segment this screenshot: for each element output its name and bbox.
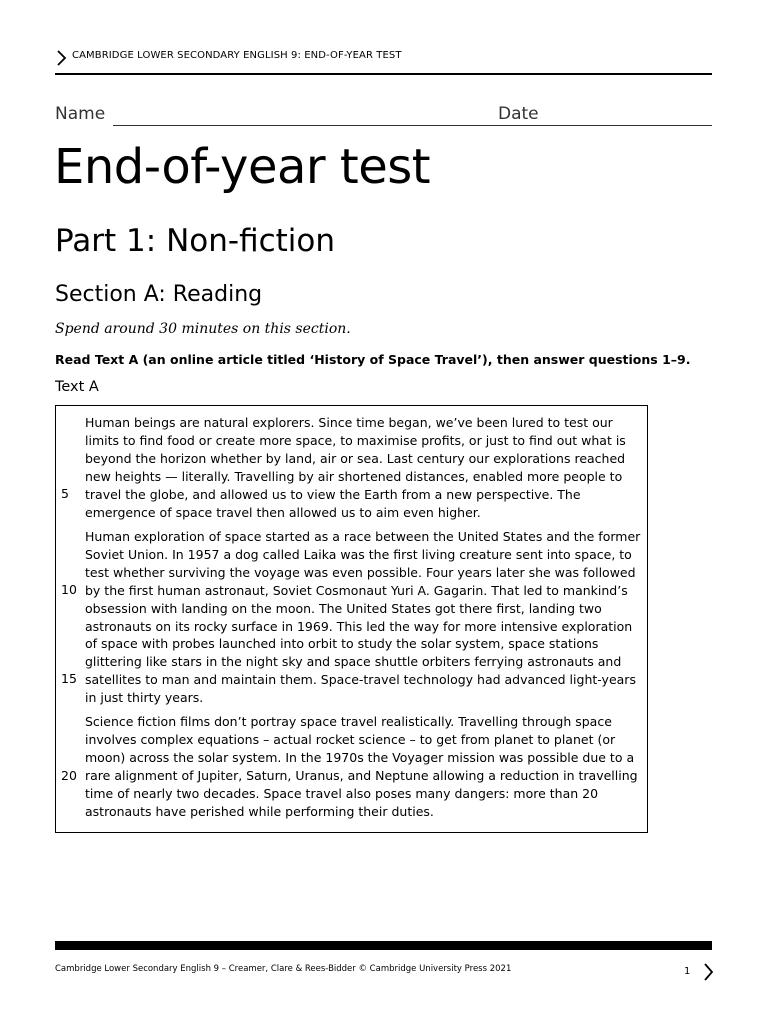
passage-line: emergence of space travel then allowed us to aim even higher. — [85, 504, 481, 520]
passage-line: test whether surviving the voyage was even possible. Four years later she was followed — [85, 564, 636, 580]
passage-line: astronauts have perished while performing their duties. — [85, 803, 434, 819]
next-page-chevron-icon[interactable] — [702, 962, 714, 982]
passage-paragraph-1 — [85, 414, 645, 521]
section-heading: Section A: Reading — [55, 282, 263, 307]
passage-line: beyond the horizon whether by land, air or sea. Last century our explorations reached — [85, 450, 626, 466]
date-label: Date — [498, 104, 539, 124]
passage-line: glittering like stars in the night sky and space shuttle orbiters ferrying astronauts and — [85, 654, 622, 670]
text-label: Text A — [55, 379, 99, 395]
passage-line: travel the globe, and allowed us to view the Earth from a new perspective. The — [85, 486, 581, 502]
passage-line: by the first human astronaut, Soviet Cosmonaut Yuri A. Gagarin. That led to mankind’s — [85, 582, 628, 598]
passage-line: Soviet Union. In 1957 a dog called Laika was the first living creature sent into space, to — [85, 546, 632, 562]
passage-line: satellites to man and maintain them. Space-travel technology had advanced light-years — [85, 672, 636, 688]
passage-line: involves complex equations – actual rocket science – to get from planet to planet (or — [85, 731, 616, 747]
date-field-line[interactable] — [547, 125, 712, 126]
passage-line: rare alignment of Jupiter, Saturn, Uranus, and Neptune allowing a reduction in travelling — [85, 767, 638, 783]
passage-line: Human exploration of space started as a race between the United States and the former — [85, 529, 641, 544]
passage-box — [55, 405, 648, 833]
passage-line: astronauts on its rocky surface in 1969. This led the way for more intensive exploration — [85, 618, 633, 634]
line-number: 10 — [61, 582, 77, 597]
page-number: 1 — [684, 966, 691, 977]
page-title: End-of-year test — [54, 139, 431, 195]
passage-paragraph-2 — [85, 528, 645, 707]
task-instruction: Read Text A (an online article titled ‘History of Space Travel’), then answer questions 1–9. — [55, 352, 691, 367]
passage-line: obsession with landing on the moon. The United States got there first, landing two — [85, 600, 602, 616]
passage-line: Science fiction films don’t portray space travel realistically. Travelling through space — [85, 714, 612, 729]
line-number: 15 — [61, 671, 77, 686]
name-field-line[interactable] — [113, 125, 549, 126]
footer-credit: Cambridge Lower Secondary English 9 – Creamer, Clare & Rees-Bidder © Cambridge University Press 2021 — [55, 964, 512, 974]
time-instruction: Spend around 30 minutes on this section. — [55, 321, 351, 337]
passage-paragraph-3 — [85, 713, 645, 820]
passage-line: in just thirty years. — [85, 690, 204, 706]
page-header — [55, 49, 712, 75]
footer-rule — [55, 941, 712, 950]
passage-line: Human beings are natural explorers. Since time began, we’ve been lured to test our — [85, 415, 613, 430]
passage-line: time of nearly two decades. Space travel also poses many dangers: more than 20 — [85, 785, 599, 801]
passage-line: new heights — literally. Travelling by air shortened distances, enabled more people to — [85, 468, 623, 484]
name-date-row — [55, 104, 712, 128]
line-number: 20 — [61, 768, 77, 783]
chevron-right-icon — [55, 49, 67, 67]
part-heading: Part 1: Non-fiction — [55, 223, 336, 259]
line-number: 5 — [61, 486, 69, 501]
passage-line: moon) across the solar system. In the 1970s the Voyager mission was possible due to a — [85, 749, 635, 765]
passage-line: limits to find food or create more space, to maximise profits, or just to find out what is — [85, 432, 626, 448]
name-label: Name — [55, 104, 106, 124]
header-title: CAMBRIDGE LOWER SECONDARY ENGLISH 9: END-OF-YEAR TEST — [72, 50, 402, 61]
passage-line: of space with probes launched into orbit to study the solar system, space stations — [85, 636, 599, 652]
